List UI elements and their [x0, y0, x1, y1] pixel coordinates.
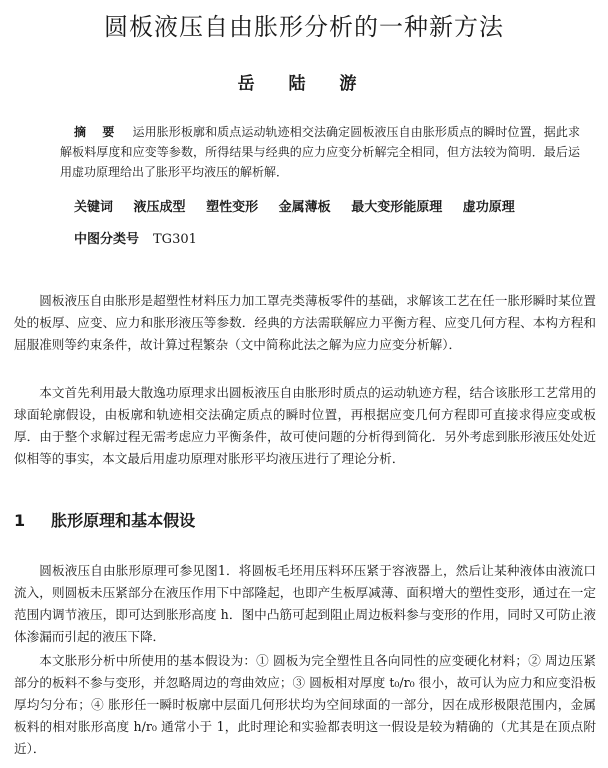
section-paragraph-1	[14, 560, 596, 648]
keyword-item: 塑性变形	[206, 200, 259, 215]
intro-paragraph-1	[14, 290, 596, 356]
classification-line	[74, 230, 197, 250]
keyword-item: 最大变形能原理	[351, 200, 443, 215]
author-name: 岳 陆 游	[237, 74, 371, 94]
classification-label: 中图分类号	[74, 232, 140, 247]
abstract-text: 运用胀形板廓和质点运动轨迹相交法确定圆板液压自由胀形质点的瞬时位置，据此求解板料厚度和应变等参数，所得结果与经典的应力应变分析解完全相同，但方法较为简明．最后运用虚功原理给出了胀形平均液压的解析解．	[60, 125, 580, 179]
abstract-block	[60, 122, 580, 182]
paper-title: 圆板液压自由胀形分析的一种新方法	[104, 13, 504, 41]
paragraph-text: 本文胀形分析中所使用的基本假设为：① 圆板为完全塑性且各向同性的应变硬化材料；② 周边压紧部分的板料不参与变形，并忽略周边的弯曲效应；③ 圆板相对厚度 t₀/r₀ 很小，故可认为应力和应变沿板厚均匀分布；④ 胀形任一瞬时板廓中层面几何形状均为空间球面的一部分，因在成形极限范围内，金属板料的相对胀形高度 h/r₀ 通常小于 1，此时理论和实验都表明这一假设是较为精确的（尤其是在顶点附近）．	[14, 653, 596, 756]
paragraph-text: 本文首先利用最大散逸功原理求出圆板液压自由胀形时质点的运动轨迹方程，结合该胀形工艺常用的球面轮廓假设，由板廓和轨迹相交法确定质点的瞬时位置，再根据应变几何方程即可直接求得应变或板厚．由于整个求解过程无需考虑应力平衡条件，故可使问题的分析得到简化．另外考虑到胀形液压处处近似相等的事实，本文最后用虚功原理对胀形平均液压进行了理论分析．	[14, 385, 596, 466]
section-title: 胀形原理和基本假设	[51, 511, 196, 530]
keyword-item: 虚功原理	[462, 200, 515, 215]
keyword-item: 液压成型	[133, 200, 186, 215]
section-heading	[14, 510, 195, 532]
keywords-line	[74, 198, 574, 218]
section-paragraph-2	[14, 650, 596, 760]
classification-value: TG301	[153, 232, 197, 247]
paragraph-text: 圆板液压自由胀形原理可参见图1．将圆板毛坯用压料环压紧于容液器上，然后让某种液体由液流口流入，则圆板未压紧部分在液压作用下中部隆起，也即产生板厚减薄、面积增大的塑性变形，通过在一定范围内调节液压，即可达到胀形高度 h．图中凸筋可起到阻止周边板料参与变形的作用，同时又可防止液体渗漏而引起的液压下降．	[14, 563, 596, 644]
intro-paragraph-2	[14, 382, 596, 470]
keywords-label: 关键词	[74, 200, 114, 215]
abstract-label: 摘 要	[74, 125, 121, 139]
section-number: 1	[14, 511, 26, 530]
keyword-item: 金属薄板	[278, 200, 331, 215]
paragraph-text: 圆板液压自由胀形是超塑性材料压力加工罩壳类薄板零件的基础，求解该工艺在任一胀形瞬时某位置处的板厚、应变、应力和胀形液压等参数．经典的方法需联解应力平衡方程、应变几何方程、本构方程和屈服准则等约束条件，故计算过程繁杂（文中简称此法之解为应力应变分析解）．	[14, 293, 596, 352]
